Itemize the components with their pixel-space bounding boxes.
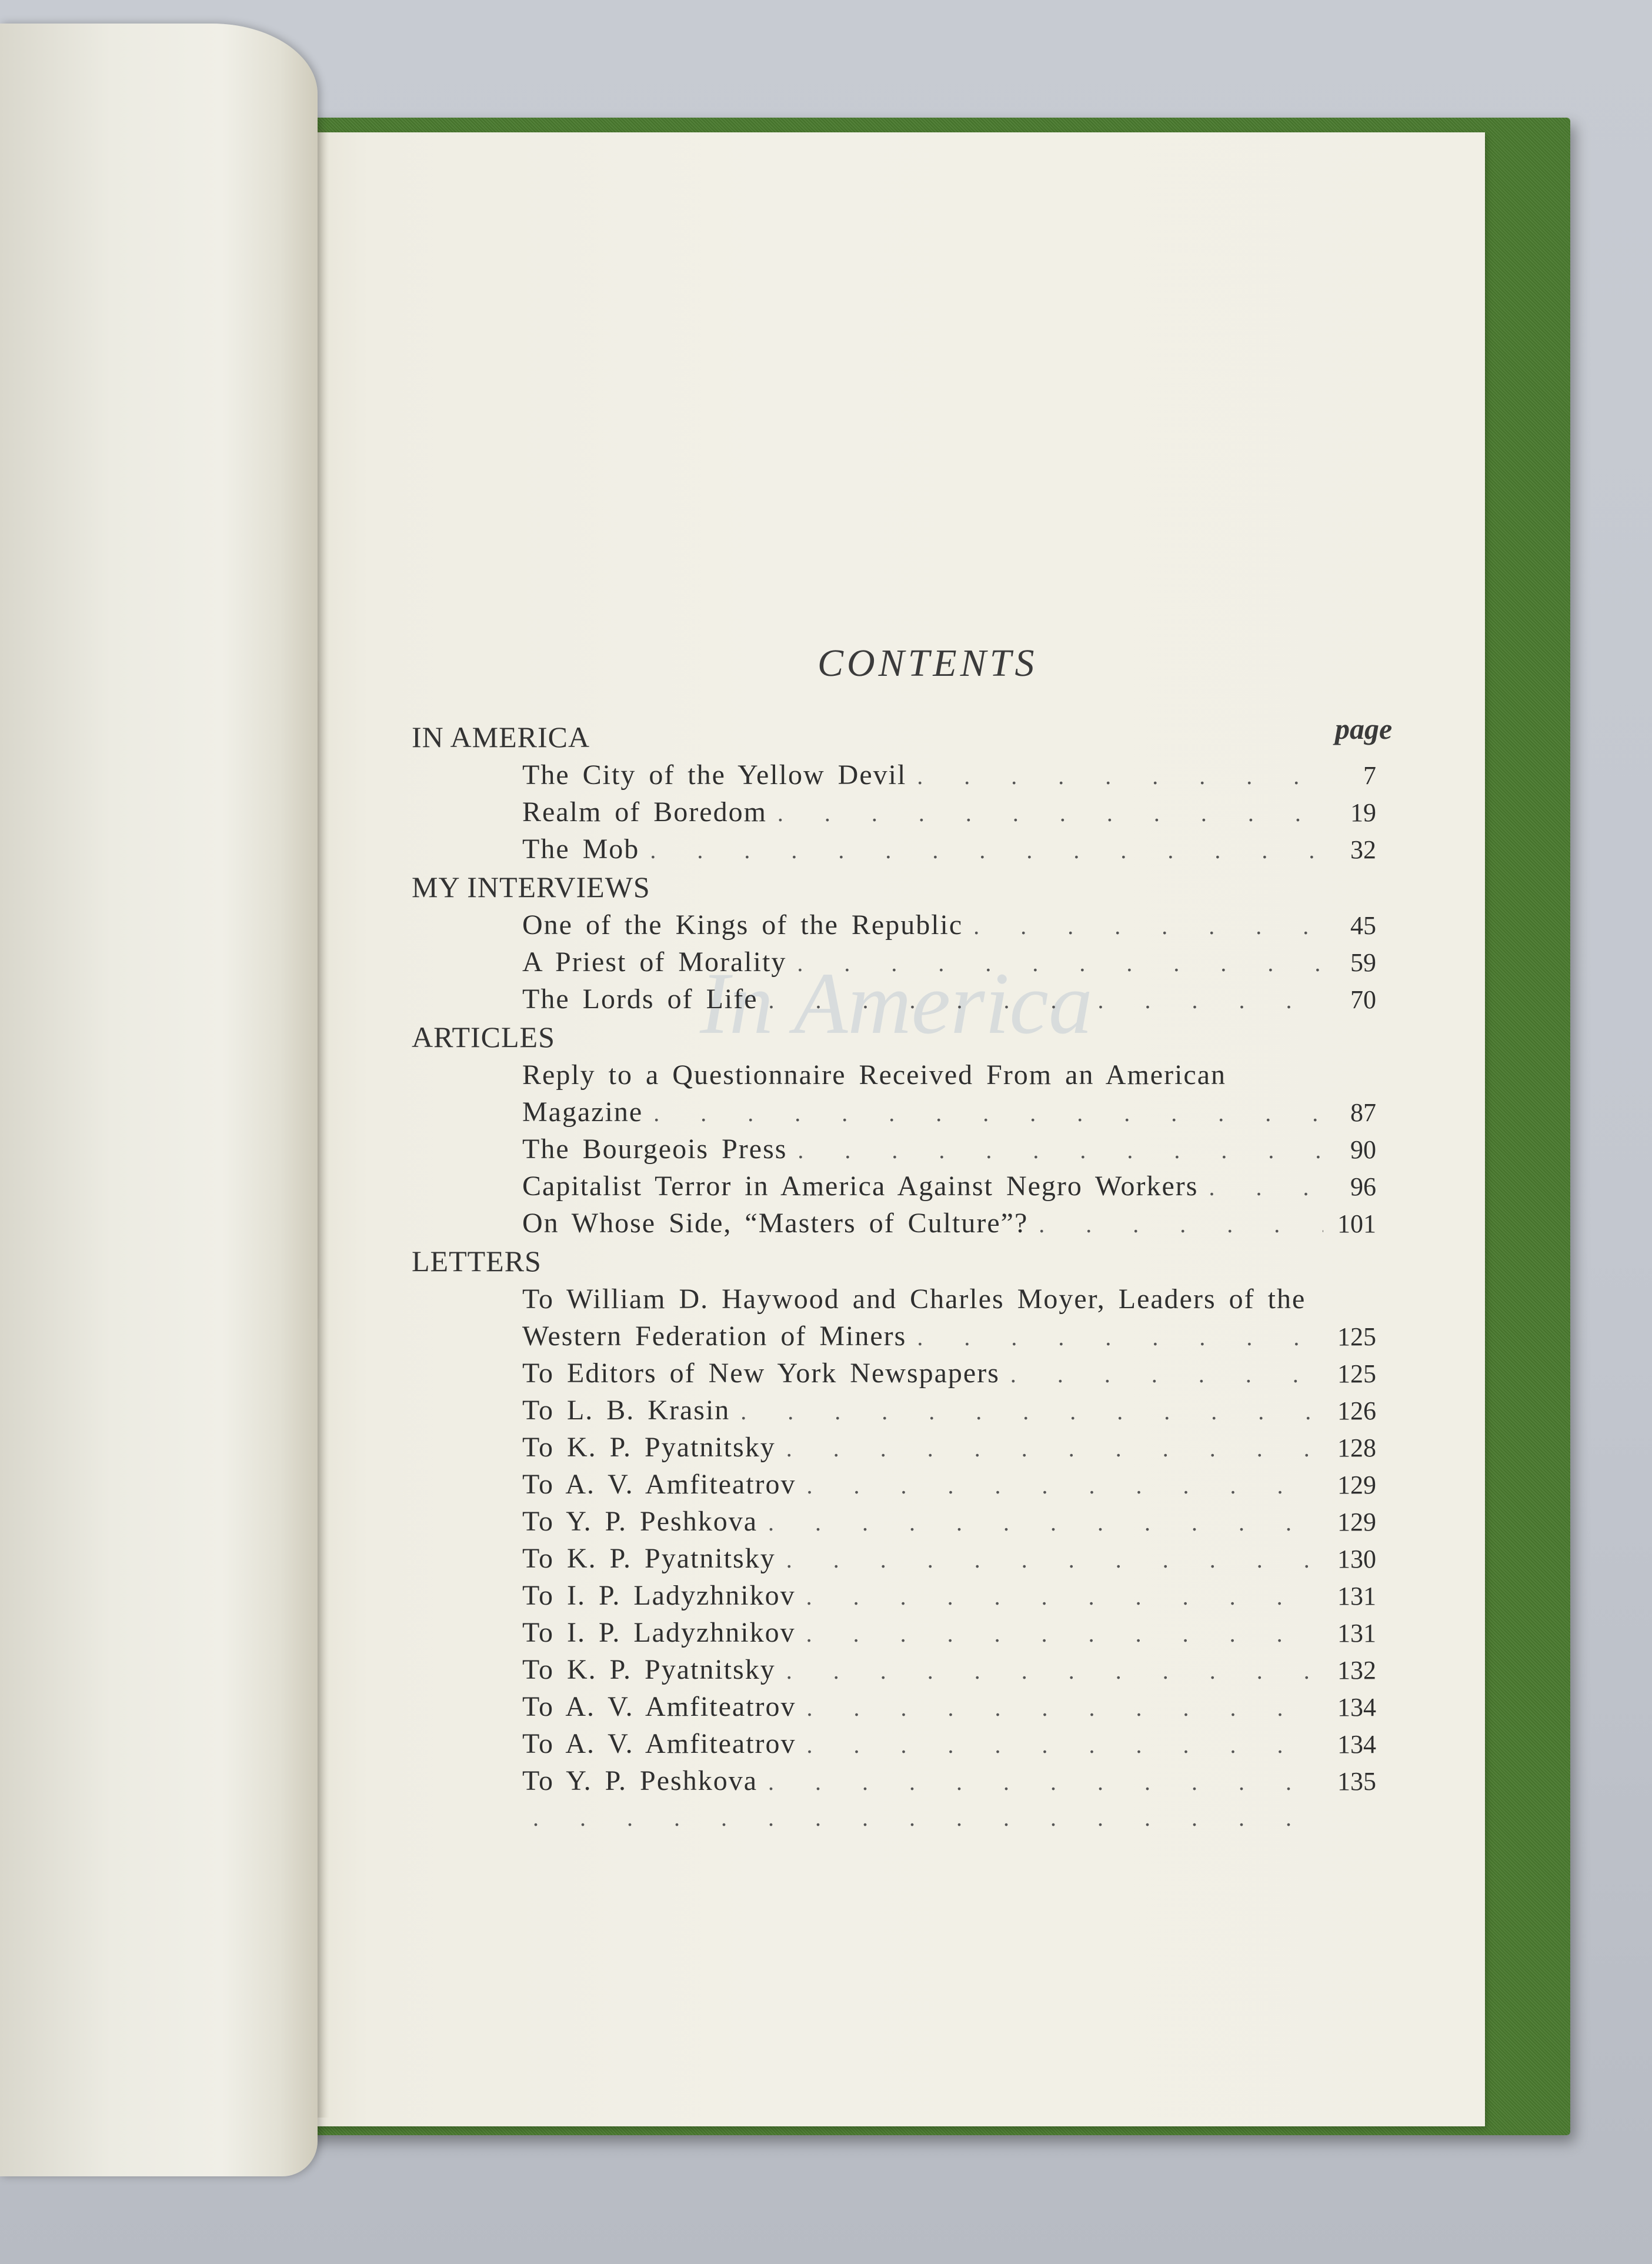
contents-entry bbox=[412, 1131, 1400, 1168]
leader-dots bbox=[796, 1689, 1323, 1726]
section-title: MY INTERVIEWS bbox=[412, 871, 650, 903]
leader-dots bbox=[796, 1467, 1323, 1504]
entry-title: On Whose Side, “Masters of Culture”? bbox=[522, 1208, 1029, 1239]
contents-entry bbox=[412, 906, 1400, 943]
leader-dots bbox=[786, 945, 1323, 982]
entry-title: The Bourgeois Press bbox=[522, 1133, 787, 1165]
entry-page: 125 bbox=[1337, 1322, 1376, 1351]
entry-page: 7 bbox=[1363, 761, 1376, 790]
contents-entry bbox=[412, 1651, 1400, 1688]
page-column-label: page bbox=[1335, 712, 1393, 745]
entry-title: The Lords of Life bbox=[522, 983, 758, 1015]
entry-title: To I. P. Ladyzhnikov bbox=[522, 1580, 796, 1611]
contents-sections bbox=[412, 718, 1400, 1836]
entry-page: 126 bbox=[1337, 1396, 1376, 1425]
contents-entry bbox=[412, 1762, 1400, 1799]
contents-entry bbox=[412, 1688, 1400, 1725]
entry-page: 129 bbox=[1337, 1508, 1376, 1536]
entry-title: Realm of Boredom bbox=[522, 796, 767, 828]
bleed-through-text: In America bbox=[700, 955, 1093, 1052]
leader-dots bbox=[796, 1615, 1323, 1652]
leader-dots bbox=[757, 1504, 1323, 1541]
entry-page: 130 bbox=[1337, 1545, 1376, 1573]
leader-dots bbox=[906, 1319, 1323, 1356]
leader-dots bbox=[757, 1763, 1323, 1800]
entry-title: To William D. Haywood and Charles Moyer, Leaders of the bbox=[522, 1283, 1306, 1315]
entry-title: One of the Kings of the Republic bbox=[522, 909, 963, 941]
entry-page: 134 bbox=[1337, 1693, 1376, 1722]
entry-title: To A. V. Amfiteatrov bbox=[522, 1469, 796, 1500]
entry-page: 125 bbox=[1337, 1359, 1376, 1388]
contents-entry bbox=[412, 1614, 1400, 1651]
leader-dots bbox=[906, 758, 1323, 795]
contents-entry bbox=[412, 1466, 1400, 1503]
leader-dots bbox=[776, 1652, 1323, 1689]
entry-title: To K. P. Pyatnitsky bbox=[522, 1543, 776, 1574]
leader-dots bbox=[776, 1541, 1323, 1578]
entry-title: The Mob bbox=[522, 833, 640, 865]
entry-page: 132 bbox=[1337, 1656, 1376, 1685]
contents-entry bbox=[412, 793, 1400, 831]
entry-title: A Priest of Morality bbox=[522, 946, 787, 978]
entry-title: Reply to a Questionnaire Received From an American bbox=[522, 1059, 1227, 1091]
entry-page: 128 bbox=[1337, 1433, 1376, 1462]
leader-dots bbox=[1028, 1206, 1323, 1243]
leader-dots bbox=[787, 1132, 1323, 1169]
entry-page: 90 bbox=[1350, 1135, 1376, 1164]
contents-entry bbox=[412, 756, 1400, 793]
leader-dots bbox=[776, 1430, 1323, 1467]
contents-title: CONTENTS bbox=[817, 642, 1038, 685]
leader-dots bbox=[522, 1799, 1323, 1836]
contents-entry bbox=[412, 1577, 1400, 1614]
contents-entry bbox=[412, 1205, 1400, 1242]
entry-title: To Y. P. Peshkova bbox=[522, 1506, 758, 1537]
contents-entry bbox=[412, 1429, 1400, 1466]
contents-entry bbox=[412, 1355, 1400, 1392]
contents-entry bbox=[412, 943, 1400, 981]
entry-page: 131 bbox=[1337, 1582, 1376, 1611]
contents-entry bbox=[412, 1281, 1400, 1318]
contents-entry bbox=[412, 1093, 1400, 1131]
contents-entry bbox=[412, 1056, 1400, 1093]
leader-dots bbox=[639, 832, 1323, 869]
entry-title: To Editors of New York Newspapers bbox=[522, 1358, 1000, 1389]
left-page bbox=[0, 24, 318, 2176]
section-title: LETTERS bbox=[412, 1245, 542, 1278]
entry-page: 32 bbox=[1350, 835, 1376, 864]
contents-entry bbox=[412, 1318, 1400, 1355]
entry-title: To A. V. Amfiteatrov bbox=[522, 1728, 796, 1759]
leader-dots bbox=[767, 795, 1323, 832]
leader-dots bbox=[730, 1393, 1323, 1430]
entry-page: 96 bbox=[1350, 1172, 1376, 1201]
leader-dots bbox=[1198, 1169, 1323, 1206]
entry-page: 87 bbox=[1350, 1098, 1376, 1127]
entry-title: Western Federation of Miners bbox=[522, 1321, 907, 1352]
entry-title: To K. P. Pyatnitsky bbox=[522, 1654, 776, 1685]
leader-dots bbox=[796, 1578, 1323, 1615]
entry-title: To A. V. Amfiteatrov bbox=[522, 1691, 796, 1722]
entry-page: 101 bbox=[1337, 1209, 1376, 1238]
entry-page: 129 bbox=[1337, 1471, 1376, 1499]
contents-entry bbox=[412, 1168, 1400, 1205]
entry-page: 70 bbox=[1350, 985, 1376, 1014]
contents-entry bbox=[412, 831, 1400, 868]
contents-entry bbox=[412, 1392, 1400, 1429]
entry-title: Magazine bbox=[522, 1096, 643, 1128]
entry-page: 59 bbox=[1350, 948, 1376, 977]
contents-entry bbox=[412, 1540, 1400, 1577]
contents-entry bbox=[412, 1503, 1400, 1540]
section-title: ARTICLES bbox=[412, 1021, 555, 1053]
entry-title: The City of the Yellow Devil bbox=[522, 759, 907, 791]
contents-entry bbox=[412, 1725, 1400, 1762]
entry-page: 19 bbox=[1350, 798, 1376, 827]
entry-page: 45 bbox=[1350, 911, 1376, 940]
leader-dots bbox=[796, 1726, 1323, 1763]
leader-dots bbox=[643, 1095, 1323, 1132]
entry-title: To L. B. Krasin bbox=[522, 1395, 730, 1426]
leader-dots bbox=[758, 982, 1323, 1019]
entry-page: 135 bbox=[1337, 1767, 1376, 1796]
entry-title: Capitalist Terror in America Against Negro Workers bbox=[522, 1171, 1199, 1202]
section-title: IN AMERICA bbox=[412, 721, 590, 753]
leader-dots bbox=[1000, 1356, 1323, 1393]
leader-dots bbox=[963, 908, 1323, 945]
entry-title: To I. P. Ladyzhnikov bbox=[522, 1617, 796, 1648]
entry-title: To Y. P. Peshkova bbox=[522, 1765, 758, 1796]
entry-page: 131 bbox=[1337, 1619, 1376, 1648]
contents-entry bbox=[412, 981, 1400, 1018]
entry-page: 134 bbox=[1337, 1730, 1376, 1759]
contents-entry bbox=[412, 1799, 1400, 1836]
entry-title: To K. P. Pyatnitsky bbox=[522, 1432, 776, 1463]
